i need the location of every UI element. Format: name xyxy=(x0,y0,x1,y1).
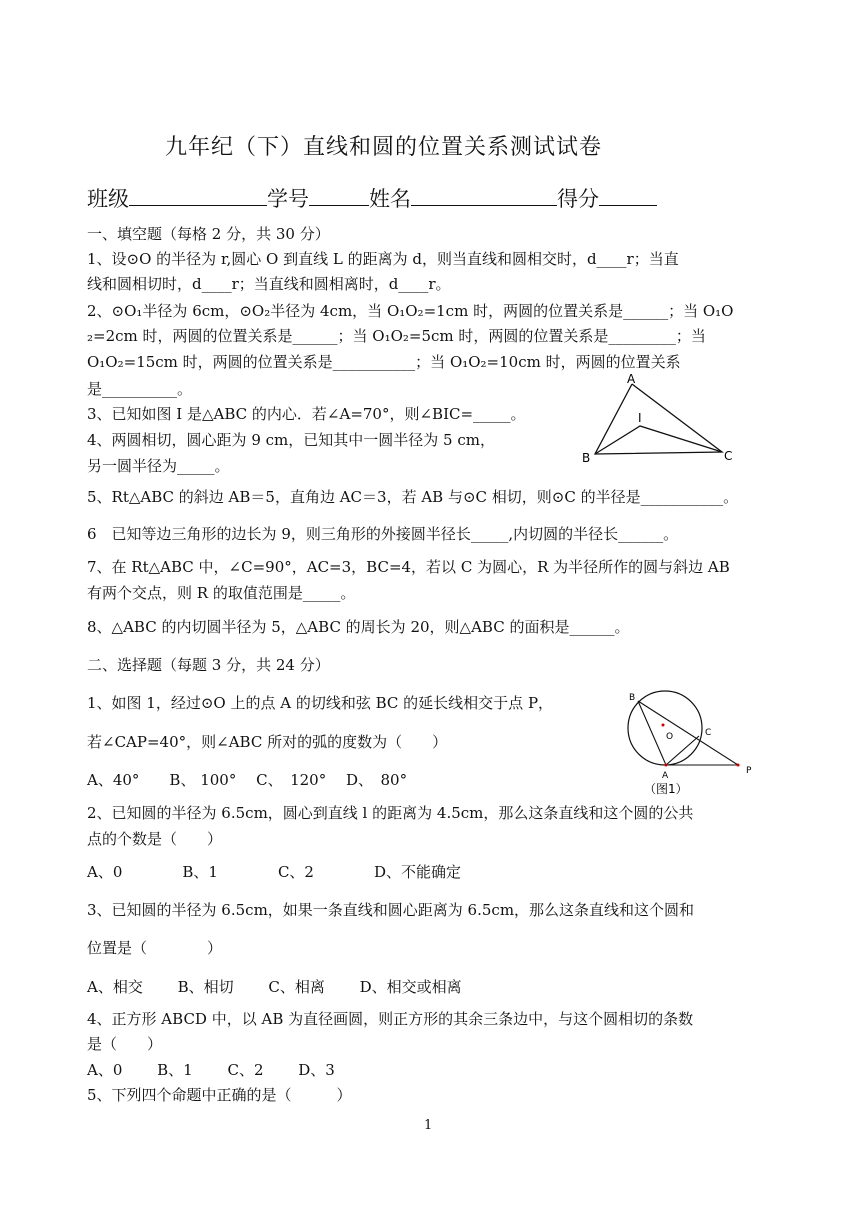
q2-line2: ₂=2cm 时，两圆的位置关系是______；当 O₁O₂=5cm 时，两圆的位置关系是_________；当 xyxy=(87,327,706,345)
name-label: 姓名 xyxy=(369,187,411,211)
student-info-header xyxy=(87,183,657,213)
label-a: A xyxy=(627,372,636,386)
c4-options: A、0 B、1 C、2 D、3 xyxy=(87,1061,335,1079)
triangle-abc xyxy=(595,384,722,454)
q7-line2: 有两个交点，则 R 的取值范围是_____。 xyxy=(87,584,356,602)
q5-line: 5、Rt△ABC 的斜边 AB＝5，直角边 AC＝3，若 AB 与⊙C 相切，则⊙C 的半径是___________。 xyxy=(87,488,739,506)
label-b: B xyxy=(582,451,591,465)
q3-line: 3、已知如图 I 是△ABC 的内心．若∠A=70°，则∠BIC=_____。 xyxy=(87,405,526,423)
score-blank xyxy=(599,187,657,206)
figure-caption: （图1） xyxy=(644,782,688,796)
c2-line2: 点的个数是（ ） xyxy=(87,830,223,848)
c4-line1: 4、正方形 ABCD 中，以 AB 为直径画圆，则正方形的其余三条边中，与这个圆相切的条数 xyxy=(87,1010,694,1028)
c2-line1: 2、已知圆的半径为 6.5cm，圆心到直线 l 的距离为 4.5cm，那么这条直线和这个圆的公共 xyxy=(87,804,694,822)
page-number: 1 xyxy=(424,1118,433,1133)
score-label: 得分 xyxy=(557,187,599,211)
q7-line1: 7、在 Rt△ABC 中，∠C=90°，AC=3，BC=4，若以 C 为圆心，R 为半径所作的圆与斜边 AB xyxy=(87,558,730,576)
label-i: I xyxy=(638,411,642,425)
c4-line2: 是（ ） xyxy=(87,1035,163,1053)
student-no-blank xyxy=(309,187,369,206)
q1-line2: 线和圆相切时，d____r；当直线和圆相离时，d____r。 xyxy=(87,275,451,293)
point-p-dot xyxy=(737,764,740,767)
c1-line1: 1、如图 1，经过⊙O 上的点 A 的切线和弦 BC 的延长线相交于点 P， xyxy=(87,694,554,712)
c5-line: 5、下列四个命题中正确的是（ ） xyxy=(87,1086,352,1104)
class-blank xyxy=(129,187,267,206)
incenter-lines xyxy=(595,426,722,454)
q4-line2: 另一圆半径为_____。 xyxy=(87,457,230,475)
circle-tangent-figure xyxy=(620,688,760,800)
c2-options: A、0 B、1 C、2 D、不能确定 xyxy=(87,863,461,881)
class-label: 班级 xyxy=(87,187,129,211)
label-b2: B xyxy=(629,693,636,703)
c1-line2: 若∠CAP=40°，则∠ABC 所对的弧的度数为（ ） xyxy=(87,733,448,751)
label-a2: A xyxy=(662,771,669,781)
name-blank xyxy=(411,187,557,206)
c3-line2: 位置是（ ） xyxy=(87,939,223,957)
q2-line3: O₁O₂=15cm 时，两圆的位置关系是___________；当 O₁O₂=10cm 时，两圆的位置关系 xyxy=(87,353,681,371)
triangle-incenter-figure xyxy=(580,372,740,467)
label-o: O xyxy=(666,732,674,742)
q2-line4: 是__________。 xyxy=(87,380,193,398)
c1-options: A、40° B、 100° C、 120° D、 80° xyxy=(87,771,408,789)
section-fill-blank: 一、填空题（每格 2 分，共 30 分） xyxy=(87,225,330,243)
point-a-dot xyxy=(665,764,668,767)
center-dot xyxy=(662,724,665,727)
q4-line1: 4、两圆相切，圆心距为 9 cm，已知其中一圆半径为 5 cm， xyxy=(87,431,495,449)
q1-line1: 1、设⊙O 的半径为 r,圆心 O 到直线 L 的距离为 d，则当直线和圆相交时，d____r；当直 xyxy=(87,250,679,268)
c3-line1: 3、已知圆的半径为 6.5cm，如果一条直线和圆心距离为 6.5cm，那么这条直线和这个圆和 xyxy=(87,901,695,919)
student-no-label: 学号 xyxy=(267,187,309,211)
c3-options: A、相交 B、相切 C、相离 D、相交或相离 xyxy=(87,978,462,996)
q6-line: 6 已知等边三角形的边长为 9，则三角形的外接圆半径长_____,内切圆的半径长______。 xyxy=(87,525,679,543)
q8-line: 8、△ABC 的内切圆半径为 5，△ABC 的周长为 20，则△ABC 的面积是______。 xyxy=(87,618,630,636)
label-p: P xyxy=(746,766,752,776)
label-c: C xyxy=(724,449,733,463)
page-title: 九年纪（下）直线和圆的位置关系测试试卷 xyxy=(165,135,603,160)
section-choice: 二、选择题（每题 3 分，共 24 分） xyxy=(87,656,330,674)
label-c2: C xyxy=(705,728,712,738)
secant-tangent-lines xyxy=(638,701,738,765)
q2-line1: 2、⊙O₁半径为 6cm，⊙O₂半径为 4cm，当 O₁O₂=1cm 时，两圆的位置关系是______；当 O₁O xyxy=(87,302,734,320)
